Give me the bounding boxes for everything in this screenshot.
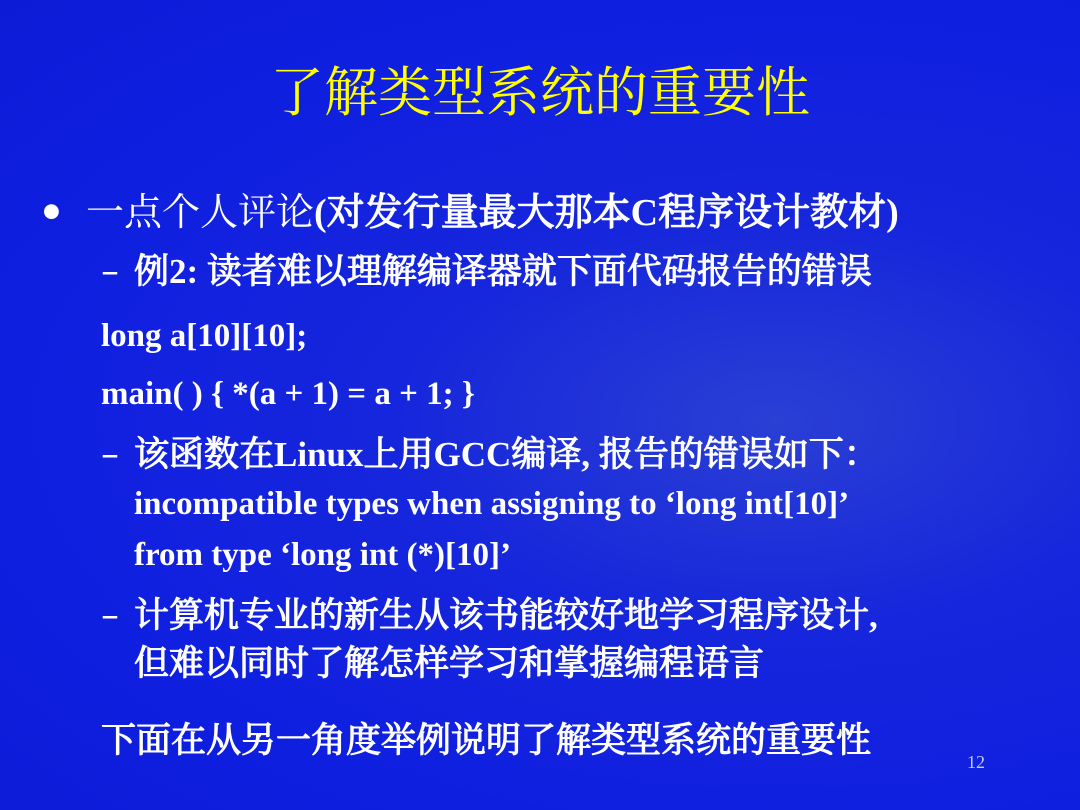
code-line-main: main( ) { *(a + 1) = a + 1; } [101,376,475,412]
page-number: 12 [967,752,985,772]
bullet-personal-comment [86,186,899,239]
bullet-personal-comment-lead: 一点个人评论 [86,190,315,234]
error-message-line-1: incompatible types when assigning to ‘long int[10]’ [134,486,850,522]
subpoint-example-2: 例2: 读者难以理解编译器就下面代码报告的错误 [134,252,872,291]
error-message-line-2: from type ‘long int (*)[10]’ [134,537,511,573]
footer-statement: 下面在从另一角度举例说明了解类型系统的重要性 [101,721,872,760]
slide-title: 了解类型系统的重要性 [270,61,810,124]
subpoint-freshmen-line-1: 计算机专业的新生从该书能较好地学习程序设计, [134,596,878,635]
dash-icon: – [101,434,119,475]
subpoint-gcc-error: 该函数在Linux上用GCC编译, 报告的错误如下： [134,435,879,474]
bullet-dot-icon: • [38,188,65,237]
code-line-declaration: long a[10][10]; [101,318,308,354]
dash-icon: – [101,251,119,292]
dash-icon: – [101,595,119,636]
bullet-personal-comment-detail: (对发行量最大那本C程序设计教材) [314,192,899,234]
subpoint-freshmen-line-2: 但难以同时了解怎样学习和掌握编程语言 [134,644,765,683]
